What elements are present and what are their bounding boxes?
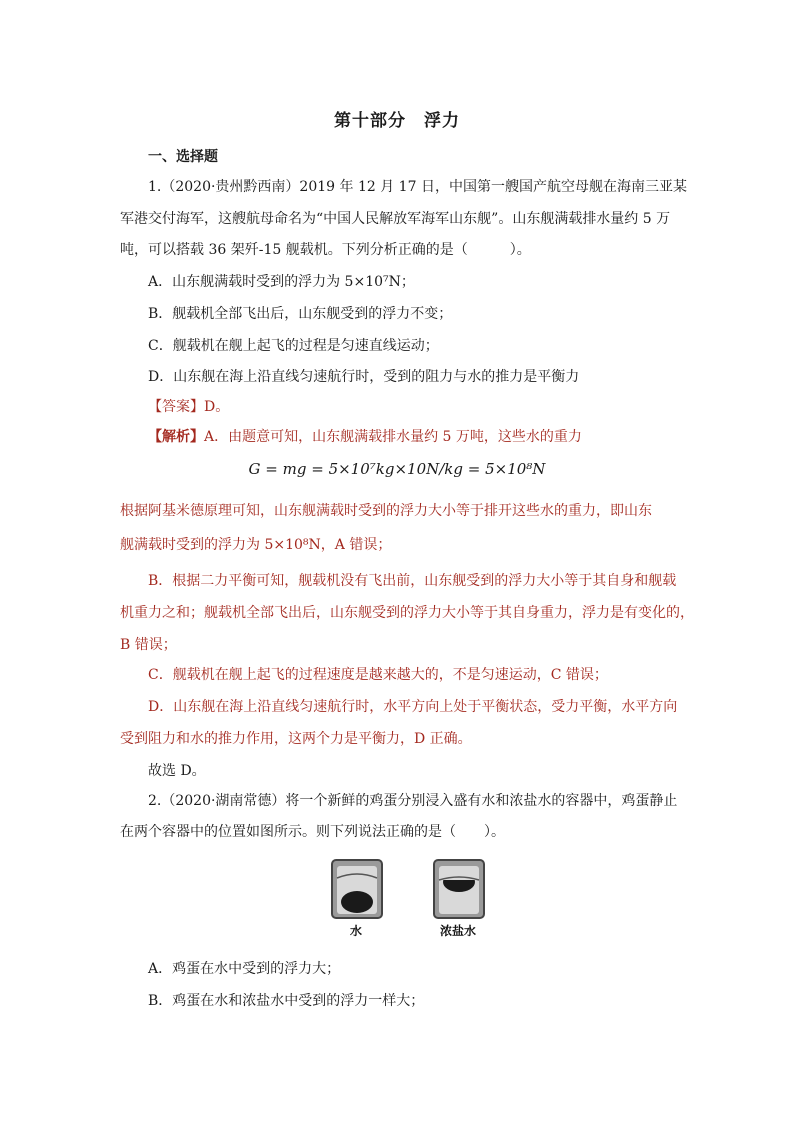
q1-analysis-c: C．舰载机在舰上起飞的过程速度是越来越大的，不是匀速运动，C 错误； bbox=[148, 667, 608, 683]
q1-stem-line-2: 军港交付海军，这艘航母命名为“中国人民解放军海军山东舰”。山东舰满载排水量约 5 万 bbox=[120, 211, 671, 227]
q2-option-a: A．鸡蛋在水中受到的浮力大； bbox=[148, 961, 341, 977]
q1-analysis-b-line-2: 机重力之和；舰载机全部飞出后，山东舰受到的浮力大小等于其自身重力，浮力是有变化的， bbox=[120, 605, 694, 621]
section-heading: 一、选择题 bbox=[148, 149, 218, 165]
q1-conclusion: 故选 D。 bbox=[148, 763, 206, 779]
water-beaker bbox=[332, 860, 382, 918]
salt-water-beaker bbox=[434, 860, 484, 918]
label-water: 水 bbox=[350, 924, 363, 938]
analysis-a-text: A．由题意可知，山东舰满载排水量约 5 万吨，这些水的重力 bbox=[204, 429, 582, 445]
label-salt-water: 浓盐水 bbox=[440, 924, 477, 938]
analysis-label: 【解析】 bbox=[148, 429, 204, 445]
q1-option-c: C．舰载机在舰上起飞的过程是匀速直线运动； bbox=[148, 338, 439, 354]
q1-option-a: A．山东舰满载时受到的浮力为 5×10⁷N； bbox=[148, 274, 415, 290]
q1-answer: 【答案】D。 bbox=[148, 399, 230, 415]
page-title: 第十部分 浮力 bbox=[334, 111, 460, 131]
q1-option-b: B．舰载机全部飞出后，山东舰受到的浮力不变； bbox=[148, 306, 453, 322]
q1-stem-line-3: 吨，可以搭载 36 架歼-15 舰载机。下列分析正确的是（ ）。 bbox=[120, 242, 531, 258]
q1-analysis-a-line-2: 根据阿基米德原理可知，山东舰满载时受到的浮力大小等于排开这些水的重力，即山东 bbox=[120, 503, 652, 519]
q2-option-b: B．鸡蛋在水和浓盐水中受到的浮力一样大； bbox=[148, 993, 425, 1009]
q1-option-d: D．山东舰在海上沿直线匀速航行时，受到的阻力与水的推力是平衡力 bbox=[148, 369, 580, 385]
q1-analysis-b-line-3: B 错误； bbox=[120, 637, 177, 653]
q1-analysis-a-line-3: 舰满载时受到的浮力为 5×10⁸N，A 错误； bbox=[120, 537, 392, 553]
q1-analysis-d-line-1: D．山东舰在海上沿直线匀速航行时，水平方向上处于平衡状态，受力平衡，水平方向 bbox=[148, 699, 678, 715]
egg-sunk bbox=[341, 891, 373, 913]
egg-in-containers-figure bbox=[322, 856, 502, 936]
q1-analysis-d-line-2: 受到阻力和水的推力作用，这两个力是平衡力，D 正确。 bbox=[120, 731, 472, 747]
q2-stem-line-2: 在两个容器中的位置如图所示。则下列说法正确的是（ ）。 bbox=[120, 824, 505, 840]
q1-analysis-line-1 bbox=[148, 428, 582, 446]
q1-analysis-b-line-1: B．根据二力平衡可知，舰载机没有飞出前，山东舰受到的浮力大小等于其自身和舰载 bbox=[148, 573, 677, 589]
beakers-illustration bbox=[322, 856, 502, 922]
q1-stem-line-1: 1.（2020·贵州黔西南）2019 年 12 月 17 日，中国第一艘国产航空母舰在海南三亚某 bbox=[148, 179, 687, 195]
q2-stem-line-1: 2.（2020·湖南常德）将一个新鲜的鸡蛋分别浸入盛有水和浓盐水的容器中，鸡蛋静止 bbox=[148, 793, 678, 809]
gravity-formula: G = mg = 5×10⁷kg×10N/kg = 5×10⁸N bbox=[248, 460, 546, 478]
